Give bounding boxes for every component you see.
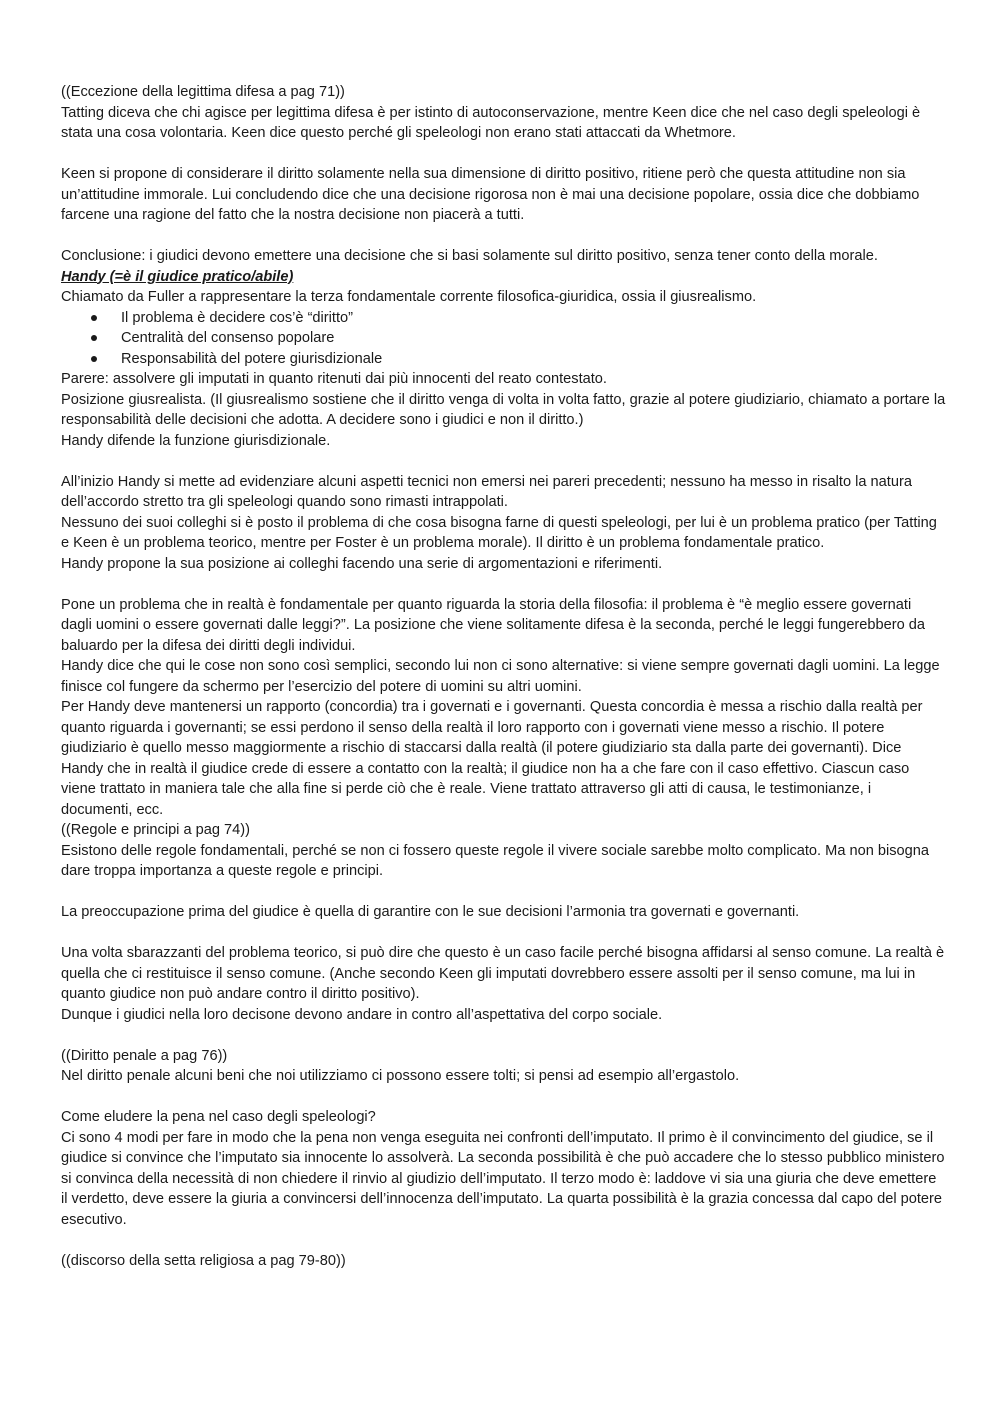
paragraph: Tatting diceva che chi agisce per legittima difesa è per istinto di autoconservazione, mentre Keen dice che nel caso degli speleologi è stata una cosa volontaria. Keen dice questo perché gli speleologi non erano stati attaccati da Whetmore.: [61, 104, 921, 141]
paragraph: Per Handy deve mantenersi un rapporto (concordia) tra i governati e i governanti. Questa concordia è messa a rischio dalla realtà per quanto riguarda i governanti; se essi perdono il senso della realtà il loro rapporto con i governati viene messo a rischio. Il potere giudiziario è quello messo maggiormente a rischio di staccarsi dalla realtà (il potere giudiziario sta dalla parte dei governanti). Dice Handy che in realtà il giudice crede di essere a contatto con la realtà; il giudice non ha a che fare con il caso effettivo. Ciascun caso viene trattato in maniera tale che alla fine si perde ciò che è reale. Viene trattato attraverso gli atti di causa, le testimonianze, i documenti, ecc.: [61, 699, 923, 818]
paragraph: ((Diritto penale a pag 76)): [61, 1047, 228, 1064]
paragraph: Conclusione: i giudici devono emettere una decisione che si basi solamente sul diritto positivo, senza tener conto della morale.: [61, 248, 878, 264]
paragraph: Esistono delle regole fondamentali, perché se non ci fossero queste regole il vivere sociale sarebbe molto complicato. Ma non bisogna dare troppa importanza a queste regole e principi.: [61, 842, 930, 879]
paragraph: ((discorso della setta religiosa a pag 79-80)): [61, 1252, 346, 1269]
paragraph: La preoccupazione prima del giudice è quella di garantire con le sue decisioni l’armonia tra governati e governanti.: [61, 904, 800, 920]
paragraph-spacer: [61, 144, 946, 165]
paragraph: Nessuno dei suoi colleghi si è posto il problema di che cosa bisogna farne di questi speleologi, per lui è un problema pratico (per Tatting e Keen è un problema teorico, mentre per Foster è un problema morale). Il diritto è un problema fondamentale pratico.: [61, 514, 937, 551]
section-heading: Handy (=è il giudice pratico/abile): [61, 268, 294, 285]
paragraph-spacer: [61, 1230, 946, 1251]
paragraph-spacer: [61, 923, 946, 944]
paragraph: Handy dice che qui le cose non sono così semplici, secondo lui non ci sono alternative: si viene sempre governati dagli uomini. La legge finisce col fungere da schermo per l’esercizio del potere di uomini su altri uomini.: [61, 658, 940, 695]
paragraph: Come eludere la pena nel caso degli speleologi?: [61, 1109, 376, 1125]
paragraph: ((Eccezione della legittima difesa a pag 71)): [61, 84, 345, 100]
paragraph: Handy propone la sua posizione ai colleghi facendo una serie di argomentazioni e riferimenti.: [61, 555, 663, 572]
paragraph: Parere: assolvere gli imputati in quanto ritenuti dai più innocenti del reato contestato.: [61, 371, 607, 387]
bullet-item: [61, 349, 946, 370]
paragraph: Chiamato da Fuller a rappresentare la terza fondamentale corrente filosofica-giuridica, ossia il giusrealismo.: [61, 289, 757, 305]
paragraph: All’inizio Handy si mette ad evidenziare alcuni aspetti tecnici non emersi nei pareri precedenti; nessuno ha messo in risalto la natura dell’accordo stretto tra gli speleologi quando sono rimasti intrappolati.: [61, 473, 912, 510]
bullet-icon: [91, 356, 97, 362]
paragraph: Dunque i giudici nella loro decisone devono andare in contro all’aspettativa del corpo sociale.: [61, 1006, 663, 1023]
paragraph-spacer: [61, 574, 946, 595]
bullet-text: Responsabilità del potere giurisdizionale: [121, 350, 383, 367]
bullet-text: Il problema è decidere cos’è “diritto”: [121, 309, 353, 326]
paragraph: Posizione giusrealista. (Il giusrealismo sostiene che il diritto venga di volta in volta fatto, grazie al potere giudiziario, chiamato a portare la responsabilità delle decisioni che adotta. A decidere sono i giudici e non il diritto.): [61, 391, 946, 428]
paragraph-spacer: [61, 1025, 946, 1046]
paragraph: Keen si propone di considerare il diritto solamente nella sua dimensione di diritto positivo, ritiene però che questa attitudine non sia un’attitudine immorale. Lui concludendo dice che una decisione rigorosa non è mai una decisione popolare, ossia dice che dobbiamo farcene una ragione del fatto che la nostra decisione non piacerà a tutti.: [61, 166, 920, 223]
paragraph-spacer: [61, 882, 946, 903]
paragraph: ((Regole e principi a pag 74)): [61, 822, 251, 838]
paragraph-spacer: [61, 226, 946, 247]
paragraph-spacer: [61, 1087, 946, 1108]
bullet-text: Centralità del consenso popolare: [121, 330, 335, 346]
document-page: [61, 82, 946, 1271]
paragraph: Handy difende la funzione giurisdizionale.: [61, 432, 331, 449]
bullet-icon: [91, 335, 97, 341]
bullet-icon: [91, 315, 97, 321]
bullet-list: [61, 308, 946, 370]
paragraph: Ci sono 4 modi per fare in modo che la pena non venga eseguita nei confronti dell’imputato. Il primo è il convincimento del giudice, se il giudice si convince che l’imputato sia innocente lo assolverà. La seconda possibilità è che può accadere che lo stesso pubblico ministero si convinca della necessità di non chiedere il rinvio al giudizio dell’imputato. Il terzo modo è: laddove vi sia una giuria che deve emettere il verdetto, deve essere la giuria a convincersi dell’innocenza dell’imputato. La quarta possibilità è la grazia concessa dal capo del potere esecutivo.: [61, 1129, 945, 1228]
paragraph: Una volta sbarazzanti del problema teorico, si può dire che questo è un caso facile perché bisogna affidarsi al senso comune. La realtà è quella che ci restituisce il senso comune. (Anche secondo Keen gli imputati dovrebbero essere assolti per il senso comune, ma lui in quanto giudice non può andare contro il diritto positivo).: [61, 945, 945, 1002]
bullet-item: [61, 328, 946, 349]
paragraph-spacer: [61, 451, 946, 472]
paragraph: Pone un problema che in realtà è fondamentale per quanto riguarda la storia della filosofia: il problema è “è meglio essere governati dagli uomini o essere governati dalle leggi?”. La posizione che viene solitamente difesa è la seconda, perché le leggi fungerebbero da baluardo per la difesa dei diritti degli individui.: [61, 596, 926, 654]
paragraph: Nel diritto penale alcuni beni che noi utilizziamo ci possono essere tolti; si pensi ad esempio all’ergastolo.: [61, 1068, 740, 1084]
bullet-item: [61, 308, 946, 329]
